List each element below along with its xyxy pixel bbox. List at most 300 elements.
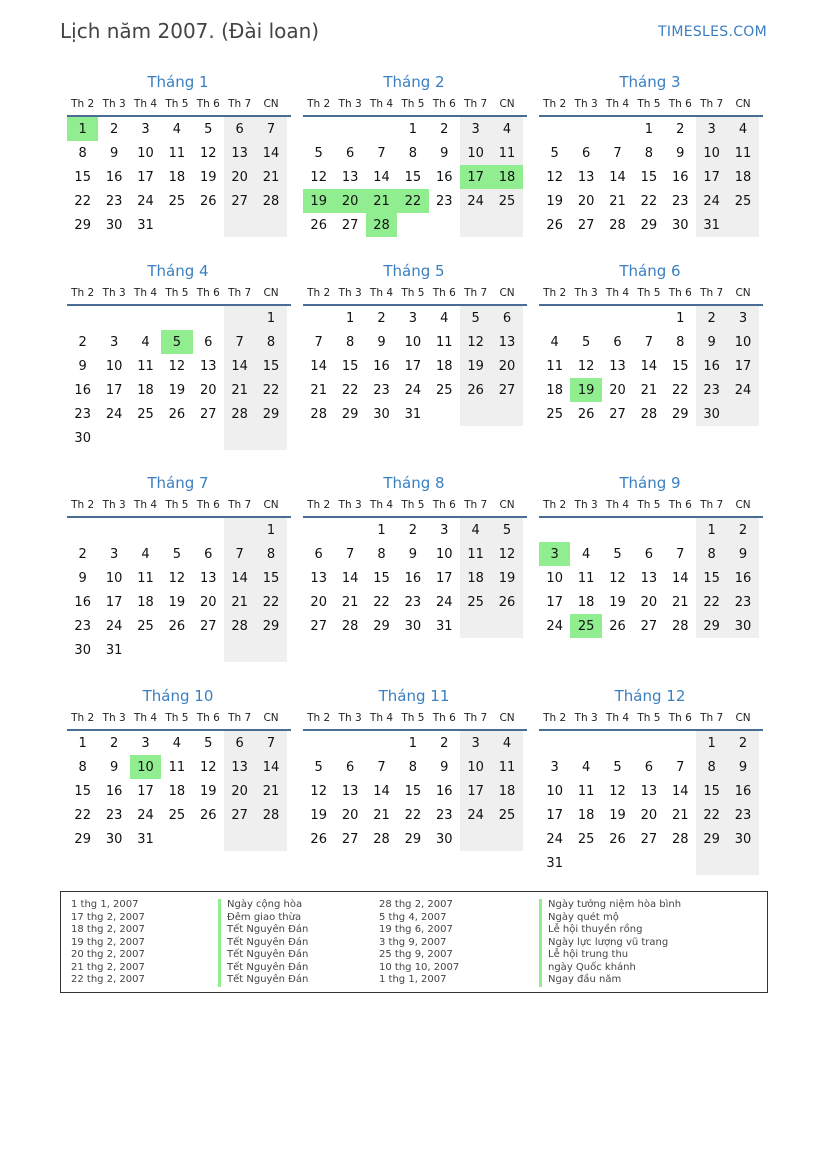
day-cell[interactable]: 21 [640, 382, 658, 398]
day-cell[interactable]: 7 [345, 546, 355, 562]
day-cell[interactable]: 5 [581, 334, 591, 350]
day-cell[interactable]: 30 [696, 402, 727, 426]
day-cell[interactable]: 13 [199, 358, 217, 374]
day-cell[interactable]: 22 [255, 590, 286, 614]
day-cell[interactable]: 21 [224, 378, 255, 402]
day-cell[interactable]: 30 [373, 406, 390, 422]
day-cell[interactable]: 19 [199, 783, 217, 799]
day-cell[interactable]: 12 [460, 330, 491, 354]
day-cell[interactable]: 7 [255, 731, 286, 755]
day-cell[interactable]: 1 [78, 735, 87, 751]
day-cell[interactable]: 16 [696, 354, 727, 378]
day-cell[interactable]: 12 [199, 145, 217, 161]
day-cell[interactable]: 8 [696, 542, 727, 566]
day-cell[interactable]: 17 [460, 165, 491, 189]
day-cell[interactable]: 30 [727, 827, 758, 851]
day-cell[interactable]: 25 [491, 803, 522, 827]
day-cell[interactable]: 9 [727, 542, 758, 566]
day-cell[interactable]: 20 [224, 779, 255, 803]
day-cell[interactable]: 24 [137, 807, 154, 823]
day-cell[interactable]: 20 [334, 189, 365, 213]
day-cell[interactable]: 22 [255, 378, 286, 402]
day-cell[interactable]: 17 [546, 594, 563, 610]
day-cell[interactable]: 24 [546, 618, 563, 634]
day-cell[interactable]: 29 [640, 217, 658, 233]
day-cell[interactable]: 15 [74, 783, 91, 799]
day-cell[interactable]: 27 [577, 217, 595, 233]
day-cell[interactable]: 3 [109, 546, 119, 562]
day-cell[interactable]: 26 [577, 406, 595, 422]
day-cell[interactable]: 13 [609, 358, 626, 374]
day-cell[interactable]: 11 [577, 570, 595, 586]
day-cell[interactable]: 20 [224, 165, 255, 189]
day-cell[interactable]: 22 [404, 807, 422, 823]
day-cell[interactable]: 21 [609, 193, 626, 209]
day-cell[interactable]: 26 [609, 618, 626, 634]
day-cell[interactable]: 10 [696, 141, 727, 165]
day-cell[interactable]: 3 [141, 735, 150, 751]
day-cell[interactable]: 27 [640, 831, 658, 847]
day-cell[interactable]: 11 [168, 145, 186, 161]
day-cell[interactable]: 13 [224, 755, 255, 779]
day-cell[interactable]: 19 [609, 807, 626, 823]
day-cell[interactable]: 19 [168, 382, 186, 398]
day-cell[interactable]: 20 [491, 354, 522, 378]
day-cell[interactable]: 9 [109, 759, 119, 775]
day-cell[interactable]: 25 [435, 382, 453, 398]
day-cell[interactable]: 4 [440, 310, 449, 326]
day-cell[interactable]: 20 [609, 382, 626, 398]
day-cell[interactable]: 24 [105, 406, 123, 422]
day-cell[interactable]: 19 [310, 807, 327, 823]
day-cell[interactable]: 25 [168, 193, 186, 209]
day-cell[interactable]: 4 [141, 334, 150, 350]
day-cell[interactable]: 26 [168, 406, 186, 422]
day-cell[interactable]: 30 [404, 618, 422, 634]
day-cell[interactable]: 27 [640, 618, 658, 634]
day-cell[interactable]: 2 [727, 518, 758, 542]
day-cell[interactable]: 16 [74, 382, 91, 398]
day-cell[interactable]: 31 [105, 642, 123, 658]
day-cell[interactable]: 10 [105, 570, 123, 586]
day-cell[interactable]: 6 [224, 117, 255, 141]
day-cell[interactable]: 24 [105, 618, 123, 634]
day-cell[interactable]: 12 [310, 783, 327, 799]
day-cell[interactable]: 5 [204, 121, 213, 137]
day-cell[interactable]: 21 [341, 594, 359, 610]
day-cell[interactable]: 29 [74, 217, 91, 233]
day-cell[interactable]: 26 [199, 193, 217, 209]
day-cell[interactable]: 18 [577, 807, 595, 823]
day-cell[interactable]: 16 [435, 169, 453, 185]
day-cell[interactable]: 5 [491, 518, 522, 542]
day-cell[interactable]: 10 [727, 330, 758, 354]
day-cell[interactable]: 1 [67, 117, 98, 141]
day-cell[interactable]: 15 [341, 358, 359, 374]
day-cell[interactable]: 19 [199, 169, 217, 185]
day-cell[interactable]: 20 [640, 807, 658, 823]
day-cell[interactable]: 23 [696, 378, 727, 402]
day-cell[interactable]: 6 [491, 306, 522, 330]
day-cell[interactable]: 12 [577, 358, 595, 374]
day-cell[interactable]: 2 [696, 306, 727, 330]
day-cell[interactable]: 5 [314, 145, 323, 161]
day-cell[interactable]: 1 [644, 121, 653, 137]
day-cell[interactable]: 14 [341, 570, 359, 586]
day-cell[interactable]: 28 [255, 189, 286, 213]
day-cell[interactable]: 8 [78, 759, 87, 775]
day-cell[interactable]: 30 [74, 642, 91, 658]
day-cell[interactable]: 12 [609, 570, 626, 586]
day-cell[interactable]: 2 [727, 731, 758, 755]
day-cell[interactable]: 31 [137, 217, 154, 233]
day-cell[interactable]: 19 [168, 594, 186, 610]
day-cell[interactable]: 1 [255, 306, 286, 330]
day-cell[interactable]: 10 [130, 755, 161, 779]
day-cell[interactable]: 20 [199, 594, 217, 610]
day-cell[interactable]: 10 [460, 141, 491, 165]
day-cell[interactable]: 24 [546, 831, 563, 847]
day-cell[interactable]: 3 [727, 306, 758, 330]
day-cell[interactable]: 22 [373, 594, 390, 610]
day-cell[interactable]: 6 [224, 731, 255, 755]
day-cell[interactable]: 8 [676, 334, 685, 350]
day-cell[interactable]: 27 [224, 803, 255, 827]
day-cell[interactable]: 9 [696, 330, 727, 354]
day-cell[interactable]: 7 [377, 759, 386, 775]
day-cell[interactable]: 3 [460, 731, 491, 755]
day-cell[interactable]: 17 [696, 165, 727, 189]
day-cell[interactable]: 14 [224, 566, 255, 590]
day-cell[interactable]: 17 [137, 169, 154, 185]
day-cell[interactable]: 10 [460, 755, 491, 779]
day-cell[interactable]: 10 [105, 358, 123, 374]
day-cell[interactable]: 16 [105, 783, 123, 799]
day-cell[interactable]: 9 [440, 145, 449, 161]
day-cell[interactable]: 11 [577, 783, 595, 799]
day-cell[interactable]: 15 [255, 354, 286, 378]
day-cell[interactable]: 19 [609, 594, 626, 610]
day-cell[interactable]: 12 [491, 542, 522, 566]
day-cell[interactable]: 30 [435, 831, 453, 847]
day-cell[interactable]: 12 [546, 169, 563, 185]
day-cell[interactable]: 1 [696, 518, 727, 542]
day-cell[interactable]: 22 [74, 807, 91, 823]
day-cell[interactable]: 2 [377, 310, 386, 326]
day-cell[interactable]: 30 [74, 430, 91, 446]
day-cell[interactable]: 13 [640, 570, 658, 586]
day-cell[interactable]: 25 [137, 406, 154, 422]
day-cell[interactable]: 16 [727, 566, 758, 590]
day-cell[interactable]: 24 [137, 193, 154, 209]
day-cell[interactable]: 12 [168, 570, 186, 586]
day-cell[interactable]: 29 [696, 614, 727, 638]
day-cell[interactable]: 26 [460, 378, 491, 402]
day-cell[interactable]: 15 [696, 779, 727, 803]
day-cell[interactable]: 22 [640, 193, 658, 209]
day-cell[interactable]: 21 [255, 779, 286, 803]
day-cell[interactable]: 4 [581, 759, 591, 775]
day-cell[interactable]: 13 [491, 330, 522, 354]
day-cell[interactable]: 15 [255, 566, 286, 590]
day-cell[interactable]: 3 [539, 542, 570, 566]
day-cell[interactable]: 9 [408, 546, 417, 562]
day-cell[interactable]: 1 [408, 735, 417, 751]
day-cell[interactable]: 5 [550, 145, 559, 161]
day-cell[interactable]: 14 [255, 141, 286, 165]
day-cell[interactable]: 26 [491, 590, 522, 614]
day-cell[interactable]: 23 [105, 807, 123, 823]
day-cell[interactable]: 19 [491, 566, 522, 590]
day-cell[interactable]: 29 [404, 831, 422, 847]
day-cell[interactable]: 17 [546, 807, 563, 823]
day-cell[interactable]: 9 [78, 570, 87, 586]
day-cell[interactable]: 7 [224, 542, 255, 566]
day-cell[interactable]: 23 [671, 193, 689, 209]
day-cell[interactable]: 9 [78, 358, 87, 374]
day-cell[interactable]: 29 [255, 402, 286, 426]
day-cell[interactable]: 1 [345, 310, 355, 326]
day-cell[interactable]: 22 [671, 382, 689, 398]
day-cell[interactable]: 4 [491, 117, 522, 141]
day-cell[interactable]: 29 [74, 831, 91, 847]
day-cell[interactable]: 6 [204, 334, 213, 350]
day-cell[interactable]: 24 [460, 189, 491, 213]
day-cell[interactable]: 14 [310, 358, 327, 374]
day-cell[interactable]: 20 [577, 193, 595, 209]
day-cell[interactable]: 12 [199, 759, 217, 775]
day-cell[interactable]: 5 [161, 330, 192, 354]
day-cell[interactable]: 28 [224, 614, 255, 638]
day-cell[interactable]: 5 [613, 546, 622, 562]
day-cell[interactable]: 25 [570, 614, 601, 638]
day-cell[interactable]: 17 [105, 382, 123, 398]
day-cell[interactable]: 26 [609, 831, 626, 847]
day-cell[interactable]: 17 [727, 354, 758, 378]
day-cell[interactable]: 12 [609, 783, 626, 799]
day-cell[interactable]: 24 [727, 378, 758, 402]
day-cell[interactable]: 5 [172, 546, 181, 562]
day-cell[interactable]: 22 [397, 189, 428, 213]
day-cell[interactable]: 28 [310, 406, 327, 422]
day-cell[interactable]: 25 [460, 590, 491, 614]
day-cell[interactable]: 27 [341, 831, 359, 847]
day-cell[interactable]: 3 [550, 759, 559, 775]
day-cell[interactable]: 31 [435, 618, 453, 634]
day-cell[interactable]: 6 [613, 334, 622, 350]
day-cell[interactable]: 25 [491, 189, 522, 213]
day-cell[interactable]: 2 [440, 121, 449, 137]
day-cell[interactable]: 29 [671, 406, 689, 422]
day-cell[interactable]: 6 [581, 145, 591, 161]
day-cell[interactable]: 7 [255, 117, 286, 141]
day-cell[interactable]: 3 [440, 522, 449, 538]
day-cell[interactable]: 26 [546, 217, 563, 233]
day-cell[interactable]: 31 [546, 855, 563, 871]
day-cell[interactable]: 20 [310, 594, 327, 610]
day-cell[interactable]: 19 [303, 189, 334, 213]
day-cell[interactable]: 11 [491, 141, 522, 165]
day-cell[interactable]: 8 [345, 334, 355, 350]
day-cell[interactable]: 2 [440, 735, 449, 751]
day-cell[interactable]: 14 [373, 169, 390, 185]
day-cell[interactable]: 24 [696, 189, 727, 213]
day-cell[interactable]: 28 [640, 406, 658, 422]
day-cell[interactable]: 7 [314, 334, 323, 350]
day-cell[interactable]: 30 [105, 831, 123, 847]
day-cell[interactable]: 28 [609, 217, 626, 233]
day-cell[interactable]: 21 [255, 165, 286, 189]
day-cell[interactable]: 14 [671, 570, 689, 586]
day-cell[interactable]: 11 [491, 755, 522, 779]
day-cell[interactable]: 2 [109, 121, 119, 137]
day-cell[interactable]: 27 [310, 618, 327, 634]
day-cell[interactable]: 11 [460, 542, 491, 566]
day-cell[interactable]: 8 [408, 145, 417, 161]
day-cell[interactable]: 23 [435, 193, 453, 209]
day-cell[interactable]: 3 [460, 117, 491, 141]
day-cell[interactable]: 26 [168, 618, 186, 634]
day-cell[interactable]: 4 [460, 518, 491, 542]
day-cell[interactable]: 8 [255, 542, 286, 566]
day-cell[interactable]: 3 [141, 121, 150, 137]
day-cell[interactable]: 9 [440, 759, 449, 775]
day-cell[interactable]: 27 [224, 189, 255, 213]
day-cell[interactable]: 23 [727, 803, 758, 827]
day-cell[interactable]: 16 [671, 169, 689, 185]
day-cell[interactable]: 13 [310, 570, 327, 586]
day-cell[interactable]: 3 [408, 310, 417, 326]
day-cell[interactable]: 5 [204, 735, 213, 751]
day-cell[interactable]: 15 [671, 358, 689, 374]
day-cell[interactable]: 23 [74, 618, 91, 634]
day-cell[interactable]: 3 [109, 334, 119, 350]
day-cell[interactable]: 20 [640, 594, 658, 610]
day-cell[interactable]: 5 [314, 759, 323, 775]
day-cell[interactable]: 4 [172, 121, 181, 137]
day-cell[interactable]: 12 [168, 358, 186, 374]
day-cell[interactable]: 18 [546, 382, 563, 398]
day-cell[interactable]: 17 [404, 358, 422, 374]
day-cell[interactable]: 7 [377, 145, 386, 161]
day-cell[interactable]: 7 [676, 759, 685, 775]
day-cell[interactable]: 3 [696, 117, 727, 141]
day-cell[interactable]: 18 [137, 382, 154, 398]
day-cell[interactable]: 27 [491, 378, 522, 402]
day-cell[interactable]: 9 [676, 145, 685, 161]
day-cell[interactable]: 16 [435, 783, 453, 799]
day-cell[interactable]: 2 [78, 334, 87, 350]
day-cell[interactable]: 2 [78, 546, 87, 562]
day-cell[interactable]: 4 [491, 731, 522, 755]
day-cell[interactable]: 11 [137, 570, 154, 586]
day-cell[interactable]: 24 [404, 382, 422, 398]
day-cell[interactable]: 13 [224, 141, 255, 165]
day-cell[interactable]: 21 [373, 807, 390, 823]
day-cell[interactable]: 15 [373, 570, 390, 586]
day-cell[interactable]: 10 [404, 334, 422, 350]
day-cell[interactable]: 7 [613, 145, 622, 161]
day-cell[interactable]: 23 [435, 807, 453, 823]
day-cell[interactable]: 22 [341, 382, 359, 398]
day-cell[interactable]: 14 [609, 169, 626, 185]
day-cell[interactable]: 1 [377, 522, 386, 538]
day-cell[interactable]: 2 [408, 522, 417, 538]
day-cell[interactable]: 20 [341, 807, 359, 823]
day-cell[interactable]: 7 [224, 330, 255, 354]
day-cell[interactable]: 4 [581, 546, 591, 562]
day-cell[interactable]: 4 [172, 735, 181, 751]
day-cell[interactable]: 21 [310, 382, 327, 398]
day-cell[interactable]: 25 [137, 618, 154, 634]
day-cell[interactable]: 30 [105, 217, 123, 233]
day-cell[interactable]: 17 [137, 783, 154, 799]
day-cell[interactable]: 21 [366, 189, 397, 213]
day-cell[interactable]: 18 [435, 358, 453, 374]
day-cell[interactable]: 21 [671, 807, 689, 823]
day-cell[interactable]: 13 [341, 169, 359, 185]
day-cell[interactable]: 18 [727, 165, 758, 189]
day-cell[interactable]: 6 [345, 145, 355, 161]
day-cell[interactable]: 30 [727, 614, 758, 638]
day-cell[interactable]: 11 [168, 759, 186, 775]
day-cell[interactable]: 7 [676, 546, 685, 562]
day-cell[interactable]: 23 [404, 594, 422, 610]
day-cell[interactable]: 28 [373, 831, 390, 847]
day-cell[interactable]: 19 [546, 193, 563, 209]
day-cell[interactable]: 15 [640, 169, 658, 185]
day-cell[interactable]: 28 [671, 618, 689, 634]
day-cell[interactable]: 11 [435, 334, 453, 350]
day-cell[interactable]: 23 [373, 382, 390, 398]
day-cell[interactable]: 13 [577, 169, 595, 185]
day-cell[interactable]: 21 [671, 594, 689, 610]
day-cell[interactable]: 19 [570, 378, 601, 402]
day-cell[interactable]: 1 [255, 518, 286, 542]
day-cell[interactable]: 15 [404, 169, 422, 185]
day-cell[interactable]: 16 [727, 779, 758, 803]
day-cell[interactable]: 5 [613, 759, 622, 775]
day-cell[interactable]: 6 [644, 546, 653, 562]
day-cell[interactable]: 31 [404, 406, 422, 422]
day-cell[interactable]: 6 [644, 759, 653, 775]
day-cell[interactable]: 6 [314, 546, 323, 562]
day-cell[interactable]: 27 [341, 217, 359, 233]
day-cell[interactable]: 22 [696, 590, 727, 614]
day-cell[interactable]: 7 [644, 334, 653, 350]
day-cell[interactable]: 23 [727, 590, 758, 614]
day-cell[interactable]: 18 [491, 779, 522, 803]
day-cell[interactable]: 25 [577, 831, 595, 847]
day-cell[interactable]: 18 [491, 165, 522, 189]
day-cell[interactable]: 25 [546, 406, 563, 422]
day-cell[interactable]: 18 [577, 594, 595, 610]
day-cell[interactable]: 1 [408, 121, 417, 137]
day-cell[interactable]: 25 [727, 189, 758, 213]
day-cell[interactable]: 14 [255, 755, 286, 779]
day-cell[interactable]: 15 [696, 566, 727, 590]
day-cell[interactable]: 29 [373, 618, 390, 634]
day-cell[interactable]: 2 [109, 735, 119, 751]
day-cell[interactable]: 10 [435, 546, 453, 562]
day-cell[interactable]: 27 [199, 618, 217, 634]
day-cell[interactable]: 6 [345, 759, 355, 775]
day-cell[interactable]: 28 [366, 213, 397, 237]
day-cell[interactable]: 11 [727, 141, 758, 165]
day-cell[interactable]: 18 [137, 594, 154, 610]
day-cell[interactable]: 23 [74, 406, 91, 422]
day-cell[interactable]: 11 [546, 358, 563, 374]
